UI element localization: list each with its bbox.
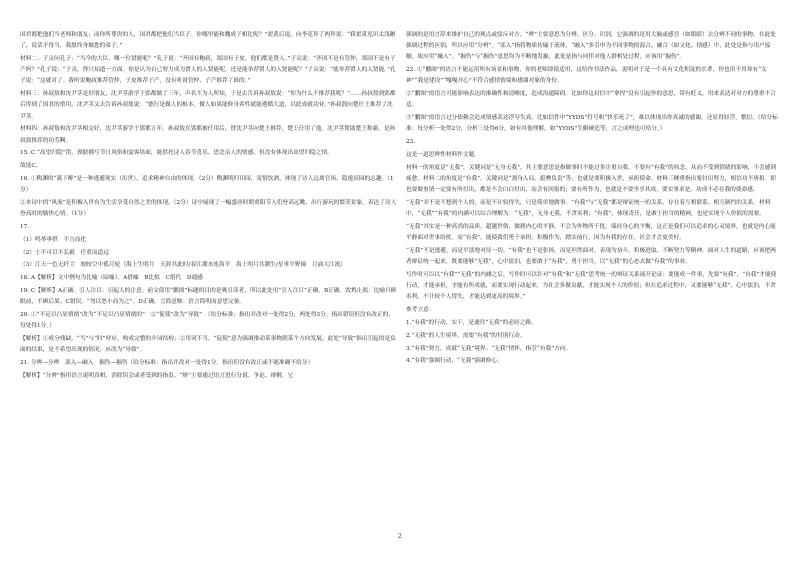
paragraph: （2）士不可以不弘毅 任重而道远 <box>20 249 109 256</box>
paragraph: 写作时可以以“有我”“无我”的内涵之后，写作时可以针对“有我”和“无我”思考统一的辩证关系展开论证：要能成一件事，先要“有我”，“有我”才能使行动，才能承担，才能有所成就，而要实现行动起来，为社会多做贡献，才能实现个人的价值；但在追求过程中，又要能够“无我”，心中淡泊，不贪名利，不计较个人得失，才能达到更高的境界。” <box>406 272 777 301</box>
paragraph: 16. ①陶渊的“篱下醉”是一种逃避现实（出世）、追求精神自由的体现。（2分）陶渊明归田园，寄情饮酒，体现了诗人远离官场、隐逸田园的志趣。（1分） <box>20 176 394 194</box>
paragraph: 材料四：孙叔敖和沈尹茎相交好，沈尹茎游学于郢都五年。孙叔敖在郢都被任用后，替沈尹茎向楚王推荐，楚王任用了他。沈尹茎帮助楚王称霸，是孙叔敖推荐的功劳啊。 <box>20 126 396 144</box>
paragraph: “无我”并不是不想到个人的，而是不计较得失，只是简单地做事。“有我”与“无我”都是辩证统一的关系，存在着互相联系、相互制约的关系。材料中，“无我”“有我”的内涵可以综合理解为：“无我”，无身无我，不贪名利；“有我”，体现责任，是敢于担当的精神，也是实现个人价值的需要。 <box>406 200 771 218</box>
paragraph: 材料二：子贡问孔子：“当今的大臣，哪一位贤能呢？”孔子说：“齐国有鲍叔，郑国有子皮，他们都是贤人。”子贡说：“齐国不是有管仲，郑国不是有子产吗？”孔子说：“子贡，你只知道一方面。你是认为自己努力成为贤人的人贤能呢，还是能举荐贤人的人贤能呢？”子贡说：“能举荐贤人的人贤能。”孔子说：“这就对了。我听说鲍叔推荐管仲，子皮推荐子产，没有听说管仲、子产推荐了谁的。” <box>20 56 396 85</box>
paragraph: 1.“有我”的行动，实干，是通往“无我”的必经之路。 <box>406 320 537 326</box>
paragraph: ②“鹏图”的语言可能影响表达的准确性和清晰度，造成沟通障碍。比如你这封信中“拿捏”没有引起你的意思，带有贬义，用来表达对对方的尊重不合适。 <box>406 91 776 109</box>
paragraph: 【解析】①成分残缺，“当”与“时”呼应，构成完整的介词结构；②用词不当，“促使”意为强调推动某事物朝某个方向发展，此处“导致”指出引起的是负面的结果，是不希望出现的情况，应改为“导致”。 <box>20 335 396 354</box>
paragraph: 4.“有我”强调行动，“无我”强调修心。 <box>406 358 503 365</box>
paragraph: 2.“无我”的人生境界，需要“有我”的付诸行动。 <box>406 332 526 339</box>
right-column <box>406 30 780 525</box>
paragraph: 19. C【解析】A正确。引人注目：引起人的注意。前文使用“鹏图”标题的目的是吸引读者，所以此处用“引人注目”正确。B正确。饮鸩止渴：比喻只顾眼前，不顾后果。C错误。“勿以恶小而为之”。D正确。言简意赅：语言简明而意思完备。 <box>20 287 397 306</box>
paragraph: 这是一道思辨性材料作文题。 <box>406 152 480 158</box>
page-number: 2 <box>397 532 403 540</box>
paragraph: 强调的是用言辞来维护自己的观点或驳斥对方。“辨”主要意思为分辨、区分、识别，它强调的是用大脑或感官（如眼睛）去分辨不同的事物。在此处强调过程的区别，所以应用“分辨”。“部入”指将物质传输于液体，“融入”多引申为不同事物的混合，融合（如文化、情感）中，此处是指与用户接触，故应用“融入”。“掘伤”与“掘伤”意思均为不断地发掘，此处是指与同伴对他人群相处过程，应该用“掘伤”。 <box>406 32 776 61</box>
paragraph: 15. C “高望归隐”错，颈联描写节日风俗和宴客场面，能供托诗人春节喜乐、思念亲人的情感，但没有体现出高望归隐之情。 <box>20 150 333 157</box>
paragraph: 故选C。 <box>20 163 42 170</box>
paragraph: “无我”不是逃避，而是平淡地对待一切。“有我”也不是张扬，而是坦然面对，表现为奋斗，积极进取、不断努力等精神。面对人生的道路，应该把两者辩证统一起来，既要能够“无我”，心中淡泊，也要敢于“有我”，勇于担当，以“无我”的心态去做“有我”的事业。 <box>406 248 776 266</box>
paragraph: 3.“有我”努力，成就“无我”境界；“无我”情怀，指引“有我”方向。 <box>406 345 572 352</box>
paragraph: 国君都把他们当老师和朋友；而你所尊贵的人，国君都把他们当臣子。你哪里能和魏成子相比呢？”翟黄后退，向李克拜了两拜说：“我翟黄见识太浅陋了，说话不得当，我愿终身做您的弟子。” <box>20 32 396 50</box>
paragraph: “无我”其实是一种高尚的品质，超越世俗，做到内心的平静，不会为外物所干扰，保持身心的平衡，这正是我们可以追求的心灵境界，也就是内心能平静面对世事纷扰。而“有我”，能使我们勇于承担，积极作为，踏实前行，因为有我的存在，社会才会更美好。 <box>406 224 776 242</box>
paragraph: （3）江天一色无纤尘 皎皎空中孤月轮（海上生明月 天涯共此时/春江潮水连海平 海上明月共潮生/星垂平野阔 月涌大江流） <box>20 262 346 269</box>
paragraph: 材料一的角度是“无我”，关键词是“无身无我”，其主要意思是指做事时不能过多注重自我，不要有“有我”的执念，从而不受到情绪的影响，不会感到疲惫。材料二的角度是“有我”，关键词是“割身入局，挺膺负责”等，也就是要积极入世，承担使命。材料三侧重指出要付出努力，相信功不唐捐：即也要做事情一定要有所付出，都是不会白白付出，而会有回报的；要有所作为，也就是不要坐享其成，要实事求是，功成不必在我的使命感。 <box>406 164 777 194</box>
paragraph: （1）鸣琴垂拱 不言而化 <box>20 236 87 243</box>
left-column <box>20 30 398 525</box>
paragraph: 材料三：孙叔敖和沈尹茎是好朋友，沈尹茎游学于郢都做了三年，声名不为人所知，于是去告诉孙叔敖说：“你为什么不推荐我呢？”……孙叔敖到郢都后得到了国君的重用，沈尹茎又去告诉孙叔敖说：“德行是做人的根本，做人如果能修身养性就能遵循大道，以此成就功业。”孙叔敖向楚庄王推荐了沈尹茎。 <box>20 91 396 120</box>
paragraph: 21. 分辨—分辨 部入—融入 掘伤—掘伤（给分标准：指出并改对一处得1分，指出但没有改正或不能准确不给分） <box>20 359 314 366</box>
paragraph: 20. ①“不足以凸显情绪”改为“不足以凸显情绪的” ②“促使”改为“导致” （给分标准：指出并改对一处得2分，两处得3分。指出错误但没有改正的，每处得1分。） <box>20 311 395 330</box>
paragraph: 23. <box>406 139 416 146</box>
paragraph: 【解析】“分辨”指用语言说明真相，消除误会或者受到的指责。“辩”主要通过语言进行分说、争论、辩解，它 <box>20 372 294 379</box>
paragraph: 17. <box>20 224 30 230</box>
paragraph: 参考立意： <box>406 307 435 314</box>
paragraph: ②本诗中的“风流”是积极入世有为生活享受自然之美的体现。（2分）诗中展现了一幅盛唐时期重阳节人们登高远眺、出行游玩的繁荣景象，表达了诗人登高时的愉快心情。（1分） <box>20 200 397 218</box>
paragraph: 22. ①“鹏图”的语言不能运用所有场景和事物，你的老师即使适用，这给你书法作品，说明对于是一个具有文化积淀的长辈，你也用不用却有“女神”“我是建设”“嘎嘎开心”不符合感情情境和感谢对象的身份。 <box>406 67 767 85</box>
paragraph: ③“鹏图”的语言过分依赖会造成情感表达浮夸失真。比如信件中“YYDS”符号和“快乐死了”，难以体现出你真诚的感谢，还显得轻浮，敷衍。（给分标准：每分析一处得2分，分析三处得6分。如有其他理解，如“YYDS”生僻硬造等，言之成理也可给分。） <box>406 115 778 133</box>
paragraph: 18. A【解析】文中例句为比喻（暗喻）。A借喻 B比拟 C借代 D通感 <box>20 275 203 282</box>
